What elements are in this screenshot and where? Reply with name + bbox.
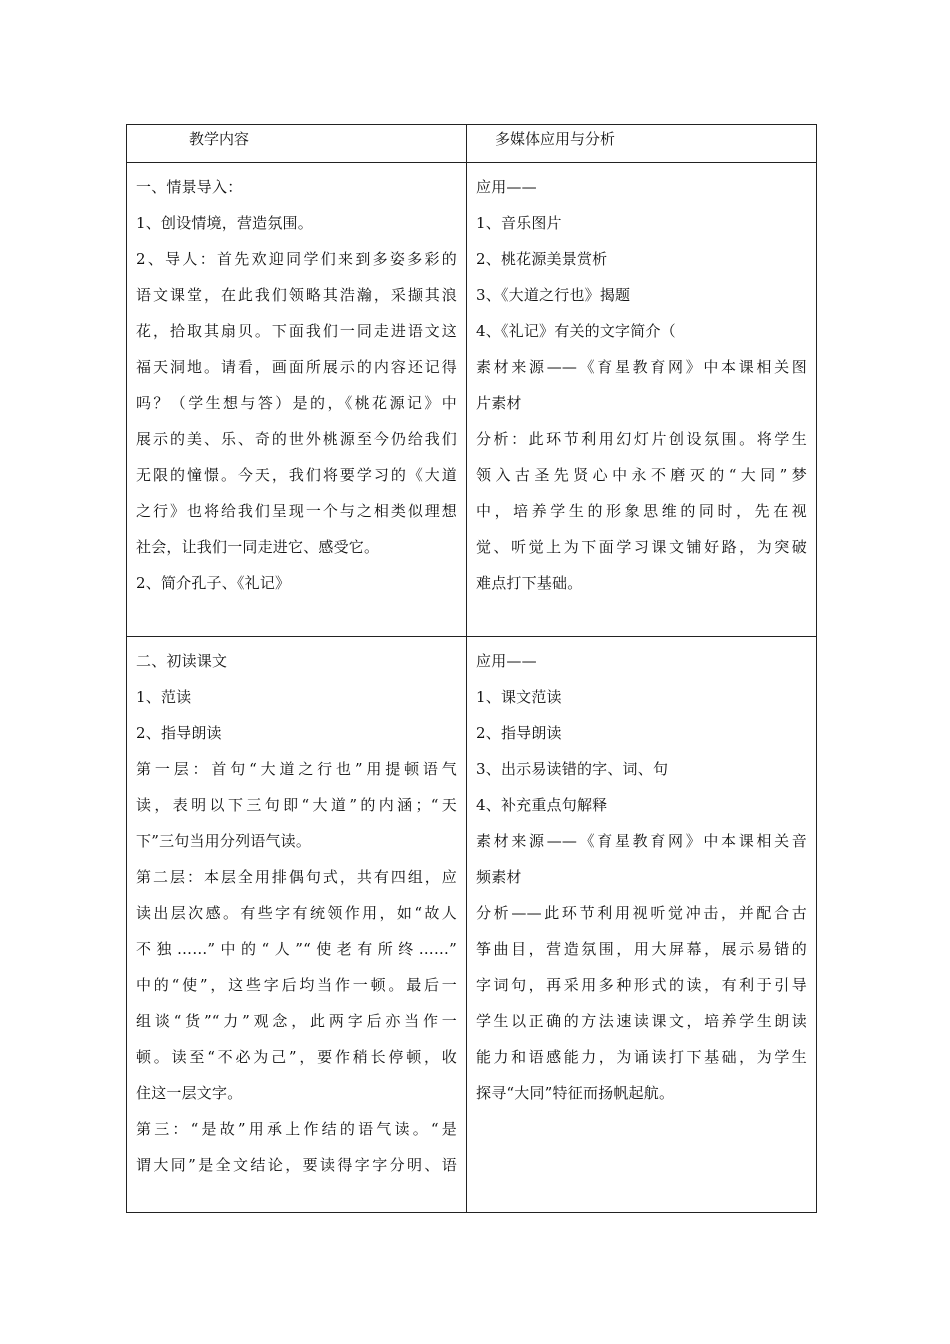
row2-media-cell xyxy=(467,637,817,1213)
text-line: 素材来源——《育星教育网》中本课相关图 xyxy=(476,358,807,376)
text-line: 第二层：本层全用排偶句式，共有四组，应 xyxy=(136,868,457,886)
text-line: 读，表明以下三句即“大道”的内涵；“天 xyxy=(136,796,457,814)
text-line: 展示的美、乐、奇的世外桃源至今仍给我们 xyxy=(136,430,457,448)
text-line: 学生以正确的方法速读课文，培养学生朗读 xyxy=(476,1012,807,1030)
text-line: 语文课堂，在此我们领略其浩瀚，采撷其浪 xyxy=(136,286,457,304)
text-line: 片素材 xyxy=(476,394,522,412)
text-line: 筝曲目，营造氛围，用大屏幕，展示易错的 xyxy=(476,940,807,958)
table-row xyxy=(127,163,817,637)
text-line: 1、音乐图片 xyxy=(476,214,562,232)
text-line: 觉、听觉上为下面学习课文铺好路，为突破 xyxy=(476,538,807,556)
text-line: 读出层次感。有些字有统领作用，如“故人 xyxy=(136,904,457,922)
text-line: 2、指导朗读 xyxy=(136,724,222,742)
text-line: 不独……”中的“人”“使老有所终……” xyxy=(136,940,457,958)
text-line: 分析——此环节利用视听觉冲击，并配合古 xyxy=(476,904,807,922)
text-line: 领入古圣先贤心中永不磨灭的“大同”梦 xyxy=(476,466,807,484)
text-line: 应用—— xyxy=(476,652,537,670)
text-line: 二、初读课文 xyxy=(136,652,228,670)
text-line: 4、补充重点句解释 xyxy=(476,796,608,814)
text-line: 组谈“货”“力”观念，此两字后亦当作一 xyxy=(136,1012,457,1030)
text-line: 中，培养学生的形象思维的同时，先在视 xyxy=(476,502,807,520)
text-line: 花，拾取其扇贝。下面我们一同走进语文这 xyxy=(136,322,457,340)
text-line: 吗？（学生想与答）是的，《桃花源记》中 xyxy=(136,394,457,412)
header-teaching-content: 教学内容 xyxy=(127,125,467,163)
text-line: 4、《礼记》有关的文字简介（ xyxy=(476,322,676,340)
text-line: 1、范读 xyxy=(136,688,192,706)
text-line: 谓大同”是全文结论，要读得字字分明、语 xyxy=(136,1156,457,1174)
text-line: 住这一层文字。 xyxy=(136,1084,243,1102)
text-line: 频素材 xyxy=(476,868,522,886)
table-row xyxy=(127,637,817,1213)
text-line: 下”三句当用分列语气读。 xyxy=(136,832,312,850)
header-multimedia-analysis: 多媒体应用与分析 xyxy=(467,125,817,163)
text-line: 1、课文范读 xyxy=(476,688,562,706)
text-line: 之行》也将给我们呈现一个与之相类似理想 xyxy=(136,502,457,520)
text-line: 3、《大道之行也》揭题 xyxy=(476,286,631,304)
text-line: 1、创设情境，营造氛围。 xyxy=(136,214,313,232)
text-line: 社会，让我们一同走进它、感受它。 xyxy=(136,538,380,556)
text-line: 素材来源——《育星教育网》中本课相关音 xyxy=(476,832,807,850)
text-line: 2、指导朗读 xyxy=(476,724,562,742)
text-line: 中的“使”，这些字后均当作一顿。最后一 xyxy=(136,976,457,994)
row1-media-cell xyxy=(467,163,817,637)
row2-content-cell xyxy=(127,637,467,1213)
text-line: 应用—— xyxy=(476,178,537,196)
text-line: 字词句，再采用多种形式的读，有利于引导 xyxy=(476,976,807,994)
text-line: 能力和语感能力，为诵读打下基础，为学生 xyxy=(476,1048,807,1066)
text-line: 3、出示易读错的字、词、句 xyxy=(476,760,669,778)
text-line: 第三：“是故”用承上作结的语气读。“是 xyxy=(136,1120,457,1138)
text-line: 一、情景导入： xyxy=(136,178,243,196)
text-line: 探寻“大同”特征而扬帆起航。 xyxy=(476,1084,675,1102)
table-header-row xyxy=(127,125,817,163)
text-line: 分析：此环节利用幻灯片创设氛围。将学生 xyxy=(476,430,807,448)
text-line: 第一层：首句“大道之行也”用提顿语气 xyxy=(136,760,457,778)
text-line: 2、简介孔子、《礼记》 xyxy=(136,574,291,592)
text-line: 福天洞地。请看，画面所展示的内容还记得 xyxy=(136,358,457,376)
lesson-plan-table xyxy=(126,124,817,1213)
text-line: 无限的憧憬。今天，我们将要学习的《大道 xyxy=(136,466,457,484)
text-line: 2、导人：首先欢迎同学们来到多姿多彩的 xyxy=(136,250,457,268)
text-line: 2、桃花源美景赏析 xyxy=(476,250,608,268)
text-line: 顿。读至“不必为己”，要作稍长停顿，收 xyxy=(136,1048,457,1066)
text-line: 难点打下基础。 xyxy=(476,574,583,592)
row1-content-cell xyxy=(127,163,467,637)
